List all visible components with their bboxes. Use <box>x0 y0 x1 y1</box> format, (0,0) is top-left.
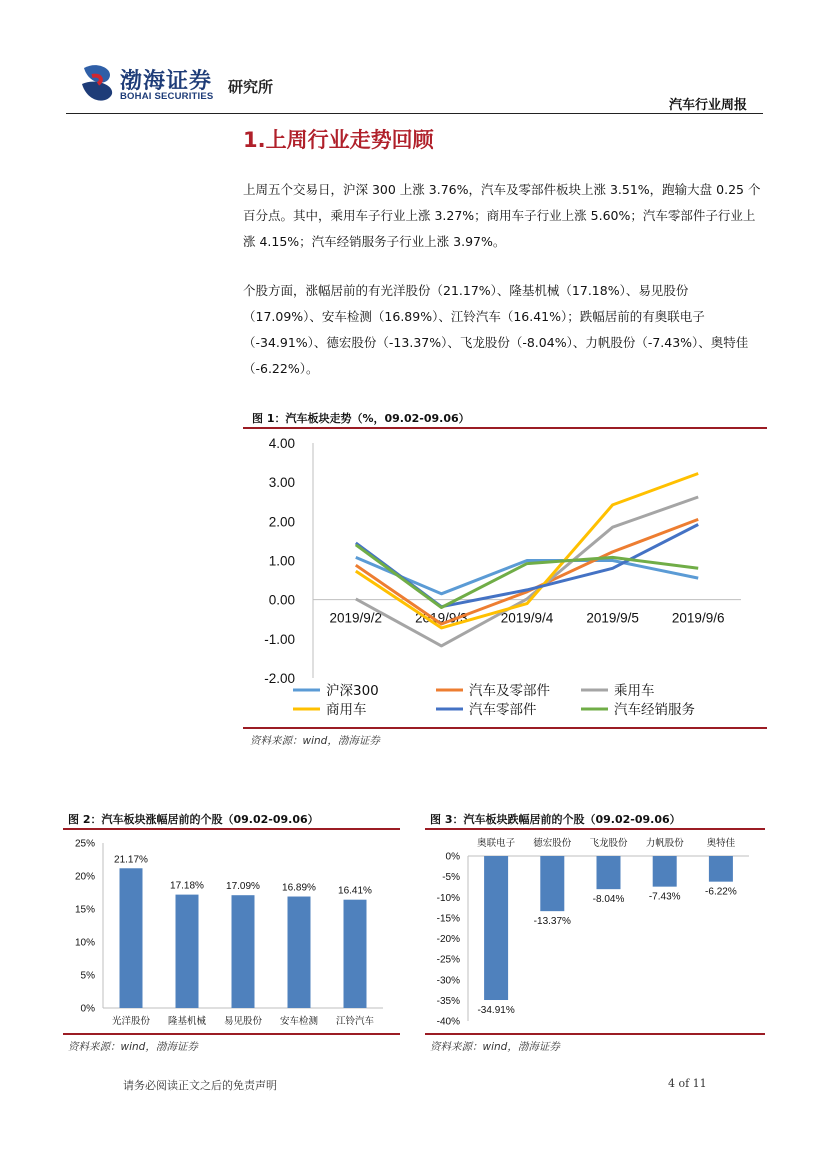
y-tick-label: -35% <box>436 995 460 1007</box>
legend-label: 商用车 <box>326 702 367 718</box>
bar <box>540 856 564 911</box>
report-name: 汽车行业周报 <box>669 98 748 113</box>
y-tick-label: -2.00 <box>264 671 295 686</box>
y-tick-label: -5% <box>442 872 460 884</box>
logo-english-name: BOHAI SECURITIES <box>120 91 214 102</box>
category-label: 力帆股份 <box>645 838 684 849</box>
data-label: 16.41% <box>338 885 372 897</box>
y-tick-label: -15% <box>436 913 460 925</box>
bar <box>484 856 508 1000</box>
data-label: 21.17% <box>114 854 148 866</box>
figure3-caption: 图 3：汽车板块跌幅居前的个股（09.02-09.06） <box>430 813 681 826</box>
x-tick-label: 2019/9/6 <box>671 610 725 626</box>
header-rule <box>66 113 763 114</box>
y-tick-label: 20% <box>74 871 95 883</box>
bar <box>288 897 311 1008</box>
figure1-bottom-rule <box>243 727 767 729</box>
y-tick-label: 15% <box>74 904 95 916</box>
figure1-caption: 图 1：汽车板块走势（%，09.02-09.06） <box>252 412 470 425</box>
y-tick-label: 5% <box>80 970 95 982</box>
data-label: -13.37% <box>533 916 571 928</box>
series-line <box>356 519 698 624</box>
institute-name: 研究所 <box>228 78 274 96</box>
data-label: 17.18% <box>170 880 204 892</box>
data-label: -7.43% <box>648 891 681 903</box>
bar <box>653 856 677 887</box>
legend-label: 汽车及零部件 <box>469 683 550 699</box>
category-label: 奥联电子 <box>477 838 516 849</box>
category-label: 光洋股份 <box>111 1016 151 1027</box>
legend-label: 汽车零部件 <box>469 702 537 718</box>
bar <box>709 856 733 882</box>
top-losers-bar-chart <box>425 830 765 1032</box>
y-tick-label: 25% <box>74 838 95 850</box>
x-tick-label: 2019/9/5 <box>586 610 639 626</box>
page-number: 4 of 11 <box>668 1077 707 1090</box>
figure1-source: 资料来源：wind，渤海证券 <box>250 735 380 747</box>
y-tick-label: 0% <box>80 1003 95 1015</box>
logo-chinese-name: 渤海证券 <box>120 69 213 94</box>
logo-emblem-icon <box>78 62 118 104</box>
legend-label: 沪深300 <box>326 683 379 699</box>
data-label: -8.04% <box>592 894 625 906</box>
x-tick-label: 2019/9/4 <box>500 610 554 626</box>
y-tick-label: 10% <box>74 937 95 949</box>
figure1-top-rule <box>243 427 767 429</box>
bar <box>120 868 143 1008</box>
y-tick-label: -20% <box>436 934 460 945</box>
figure3-bottom-rule <box>425 1033 765 1035</box>
y-tick-label: -25% <box>436 954 460 966</box>
data-label: 16.89% <box>282 882 316 894</box>
bar <box>597 856 621 889</box>
x-tick-label: 2019/9/2 <box>329 610 383 626</box>
y-tick-label: -10% <box>436 892 460 904</box>
top-gainers-bar-chart <box>63 830 400 1032</box>
y-tick-label: 0.00 <box>268 592 295 608</box>
figure2-source: 资料来源：wind，渤海证券 <box>68 1041 198 1053</box>
bar <box>232 895 255 1008</box>
section-title: 1.上周行业走势回顾 <box>243 128 434 152</box>
legend-label: 乘用车 <box>614 683 655 699</box>
stocks-paragraph: 个股方面，涨幅居前的有光洋股份（21.17%）、隆基机械（17.18%）、易见股份（17.09%）、安车检测（16.89%）、江铃汽车（16.41%）；跌幅居前的有奥联电子（-34.91%）、德宏股份（-13.37%）、飞龙股份（-8.04%）、力帆股份（-7.43%）、奥特佳（-6.22%）。 <box>243 283 749 376</box>
y-tick-label: -40% <box>436 1016 460 1028</box>
data-label: -6.22% <box>705 886 737 898</box>
data-label: 17.09% <box>226 881 260 893</box>
bar <box>344 900 367 1008</box>
category-label: 飞龙股份 <box>589 838 628 849</box>
y-tick-label: 0% <box>445 851 460 863</box>
category-label: 易见股份 <box>223 1016 263 1027</box>
y-tick-label: 1.00 <box>268 553 295 569</box>
category-label: 奥特佳 <box>706 838 736 849</box>
y-tick-label: 4.00 <box>268 436 295 451</box>
y-tick-label: 2.00 <box>268 514 295 530</box>
y-tick-label: -30% <box>436 975 460 987</box>
sector-trend-line-chart <box>243 430 767 726</box>
category-label: 江铃汽车 <box>335 1016 375 1027</box>
summary-paragraph: 上周五个交易日，沪深 300 上涨 3.76%，汽车及零部件板块上涨 3.51%，跑输大盘 0.25 个百分点。其中，乘用车子行业上涨 3.27%；商用车子行业上涨 5.60%；汽车零部件子行业上涨 4.15%；汽车经销服务子行业上涨 3.97%。 <box>243 182 761 249</box>
category-label: 隆基机械 <box>167 1016 207 1027</box>
series-line <box>356 525 698 607</box>
disclaimer-note: 请务必阅读正文之后的免责声明 <box>123 1079 277 1092</box>
figure2-bottom-rule <box>63 1033 400 1035</box>
company-logo <box>78 62 118 104</box>
figure3-source: 资料来源：wind，渤海证券 <box>430 1041 560 1053</box>
figure2-caption: 图 2：汽车板块涨幅居前的个股（09.02-09.06） <box>68 813 319 826</box>
y-tick-label: 3.00 <box>268 475 295 491</box>
data-label: -34.91% <box>477 1005 515 1017</box>
bar <box>176 895 199 1008</box>
x-tick-label: 2019/9/3 <box>415 610 468 626</box>
category-label: 安车检测 <box>279 1016 319 1027</box>
category-label: 德宏股份 <box>533 838 572 849</box>
legend-label: 汽车经销服务 <box>614 702 695 718</box>
y-tick-label: -1.00 <box>264 631 295 647</box>
